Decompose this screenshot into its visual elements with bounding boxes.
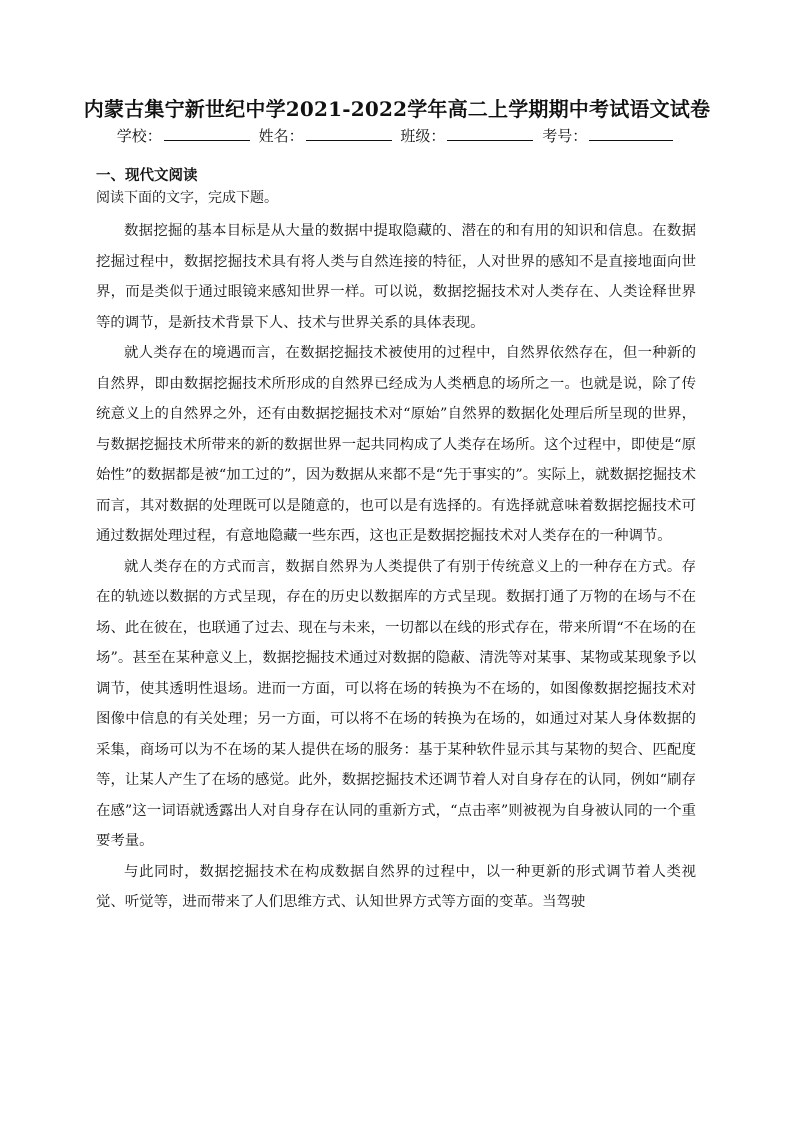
passage-paragraph: 数据挖掘的基本目标是从大量的数据中提取隐藏的、潜在的和有用的知识和信息。在数据挖掘过程中，数据挖掘技术具有将人类与自然连接的特征，人对世界的感知不是直接地面向世界，而是类似于通过眼镜来感知世界一样。可以说，数据挖掘技术对人类存在、人类诠释世界等的调节，是新技术背景下人、技术与世界关系的具体表现。 — [96, 223, 696, 331]
school-blank[interactable] — [164, 125, 250, 141]
passage-paragraph: 就人类存在的境遇而言，在数据挖掘技术被使用的过程中，自然界依然存在，但一种新的自然界，即由数据挖掘技术所形成的自然界已经成为人类栖息的场所之一。也就是说，除了传统意义上的自然界之外，还有由数据挖掘技术对“原始”自然界的数据化处理后所呈现的世界，与数据挖掘技术所带来的新的数据世界一起共同构成了人类存在场所。这个过程中，即使是“原始性”的数据都是被“加工过的”，因为数据从来都不是“先于事实的”。实际上，就数据挖掘技术而言，其对数据的处理既可以是随意的，也可以是有选择的。有选择就意味着数据挖掘技术可通过数据处理过程，有意地隐藏一些东西，这也正是数据挖掘技术对人类存在的一种调节。 — [96, 345, 696, 544]
school-label: 学校： — [116, 127, 162, 145]
passage-paragraph: 与此同时，数据挖掘技术在构成数据自然界的过程中，以一种更新的形式调节着人类视觉、听觉等，进而带来了人们思维方式、认知世界方式等方面的变革。当驾驶 — [96, 863, 696, 910]
reading-passage — [96, 216, 696, 918]
student-info-line — [0, 124, 794, 148]
passage-paragraph: 就人类存在的方式而言，数据自然界为人类提供了有别于传统意义上的一种存在方式。存在的轨迹以数据的方式呈现，存在的历史以数据库的方式呈现。数据打通了万物的在场与不在场、此在彼在，也联通了过去、现在与未来，一切都以在线的形式存在，带来所谓“不在场的在场”。甚至在某种意义上，数据挖掘技术通过对数据的隐蔽、清洗等对某事、某物或某现象予以调节，使其透明性退场。进而一方面，可以将在场的转换为不在场的，如图像数据挖掘技术对图像中信息的有关处理；另一方面，可以将不在场的转换为在场的，如通过对某人身体数据的采集，商场可以为不在场的某人提供在场的服务：基于某种软件显示其与某物的契合、匹配度等，让某人产生了在场的感觉。此外，数据挖掘技术还调节着人对自身存在的认同，例如“刷存在感”这一词语就透露出人对自身存在认同的重新方式，“点击率”则被视为自身被认同的一个重要考量。 — [96, 558, 696, 849]
exam-number-label: 考号： — [542, 127, 588, 145]
exam-title: 内蒙古集宁新世纪中学2021-2022学年高二上学期期中考试语文试卷 — [83, 97, 711, 121]
name-label: 姓名： — [258, 127, 304, 145]
exam-number-blank[interactable] — [589, 125, 673, 141]
reading-instruction: 阅读下面的文字，完成下题。 — [96, 190, 278, 206]
class-label: 班级： — [400, 127, 446, 145]
section-heading: 一、现代文阅读 — [96, 168, 198, 184]
class-blank[interactable] — [447, 125, 533, 141]
name-blank[interactable] — [306, 125, 392, 141]
